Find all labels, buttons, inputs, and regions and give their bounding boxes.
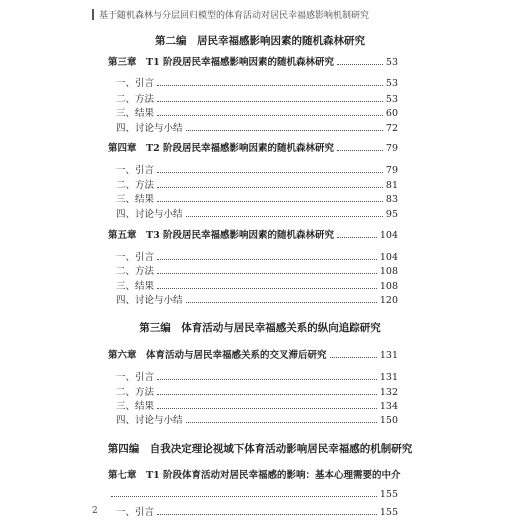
leader-dots	[157, 407, 377, 409]
section-label: 四、讨论与小结	[116, 295, 183, 306]
page-ref: 132	[379, 387, 398, 398]
page-ref: 150	[379, 415, 398, 426]
header-title: 基于随机森林与分层回归模型的体育活动对居民幸福感影响机制研究	[99, 11, 370, 21]
page-ref: 53	[385, 57, 398, 68]
section-label: 四、讨论与小结	[116, 123, 183, 134]
leader-dots	[337, 63, 383, 65]
toc-section[interactable]	[116, 75, 398, 89]
page-ref: 131	[379, 372, 398, 383]
toc-section[interactable]	[116, 249, 398, 263]
part-title-2: 第二编 居民幸福感影响因素的随机森林研究	[155, 35, 365, 47]
toc-chapter-4[interactable]	[108, 140, 398, 154]
leader-dots	[337, 236, 377, 238]
page-ref: 79	[385, 143, 398, 154]
toc-section[interactable]	[116, 191, 398, 205]
page-ref: 53	[385, 78, 398, 89]
leader-dots	[330, 356, 377, 358]
section-label: 一、引言	[116, 507, 155, 518]
page-ref: 95	[385, 209, 398, 220]
toc-chapter-7-page[interactable]	[108, 486, 398, 500]
page-ref: 79	[385, 165, 398, 176]
section-label: 三、结果	[116, 401, 155, 412]
page-ref: 120	[379, 295, 398, 306]
part-title-3: 第三编 体育活动与居民幸福感关系的纵向追踪研究	[139, 322, 381, 334]
toc-section[interactable]	[116, 206, 398, 220]
toc-section[interactable]	[116, 292, 398, 306]
section-label: 四、讨论与小结	[116, 209, 183, 220]
page-ref: 104	[379, 230, 398, 241]
leader-dots	[186, 421, 377, 423]
leader-dots	[157, 378, 377, 380]
section-label: 一、引言	[116, 252, 155, 263]
page-ref: 60	[385, 108, 398, 119]
toc-section[interactable]	[116, 412, 398, 426]
toc-section[interactable]	[116, 369, 398, 383]
leader-dots	[337, 149, 383, 151]
toc-chapter-7[interactable]	[108, 467, 401, 481]
leader-dots	[157, 513, 377, 515]
section-label: 一、引言	[116, 78, 155, 89]
toc-section[interactable]	[116, 162, 398, 176]
leader-dots	[157, 186, 383, 188]
leader-dots	[157, 200, 383, 202]
leader-dots	[186, 301, 377, 303]
toc-chapter-3[interactable]	[108, 54, 398, 68]
leader-dots	[157, 287, 377, 289]
toc-section[interactable]	[116, 504, 398, 518]
section-label: 二、方法	[116, 266, 155, 277]
leader-dots	[157, 258, 377, 260]
toc-section[interactable]	[116, 105, 398, 119]
toc-section[interactable]	[116, 398, 398, 412]
page-number: 2	[92, 506, 98, 516]
page-ref: 83	[385, 194, 398, 205]
section-label: 一、引言	[116, 165, 155, 176]
page-ref: 81	[385, 180, 398, 191]
toc-chapter-5[interactable]	[108, 227, 398, 241]
section-label: 四、讨论与小结	[116, 415, 183, 426]
header-bar	[92, 9, 94, 20]
leader-dots	[157, 272, 377, 274]
toc-section[interactable]	[116, 384, 398, 398]
chapter-label: 第四章 T2 阶段居民幸福感影响因素的随机森林研究	[108, 143, 334, 154]
leader-dots	[157, 100, 383, 102]
page-ref: 108	[379, 266, 398, 277]
leader-dots	[111, 495, 377, 497]
toc-chapter-6[interactable]	[108, 347, 398, 361]
section-label: 二、方法	[116, 94, 155, 105]
page-ref: 72	[385, 123, 398, 134]
page-ref: 131	[379, 350, 398, 361]
section-label: 三、结果	[116, 194, 155, 205]
section-label: 三、结果	[116, 108, 155, 119]
toc-section[interactable]	[116, 263, 398, 277]
leader-dots	[157, 114, 383, 116]
page-ref: 155	[379, 507, 398, 518]
toc-section[interactable]	[116, 120, 398, 134]
toc-section[interactable]	[116, 177, 398, 191]
page-ref: 53	[385, 94, 398, 105]
section-label: 二、方法	[116, 387, 155, 398]
chapter-label: 第六章 体育活动与居民幸福感关系的交叉滞后研究	[108, 350, 327, 361]
leader-dots	[157, 84, 383, 86]
part-title-4: 第四编 自我决定理论视域下体育活动影响居民幸福感的机制研究	[107, 443, 413, 455]
toc-section[interactable]	[116, 278, 398, 292]
leader-dots	[186, 215, 383, 217]
section-label: 三、结果	[116, 281, 155, 292]
chapter-label: 第七章 T1 阶段体育活动对居民幸福感的影响：基本心理需要的中介	[108, 470, 401, 481]
toc-section[interactable]	[116, 91, 398, 105]
chapter-label: 第三章 T1 阶段居民幸福感影响因素的随机森林研究	[108, 57, 334, 68]
leader-dots	[157, 171, 383, 173]
page-ref: 134	[379, 401, 398, 412]
section-label: 二、方法	[116, 180, 155, 191]
section-label: 一、引言	[116, 372, 155, 383]
page-ref: 104	[379, 252, 398, 263]
leader-dots	[186, 129, 383, 131]
chapter-label: 第五章 T3 阶段居民幸福感影响因素的随机森林研究	[108, 230, 334, 241]
page-ref: 108	[379, 281, 398, 292]
running-header	[92, 8, 432, 21]
page-ref: 155	[379, 489, 398, 500]
leader-dots	[157, 393, 377, 395]
